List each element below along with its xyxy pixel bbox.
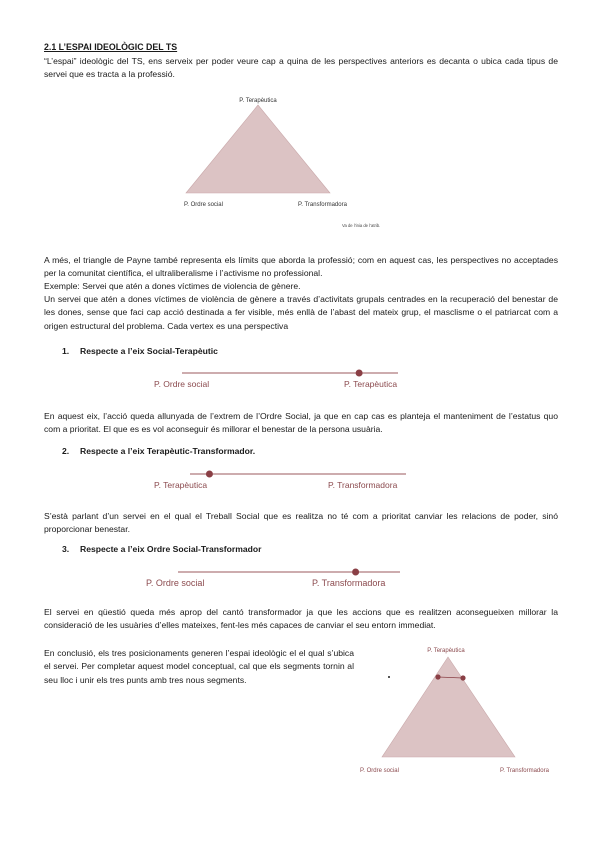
axis3-marker — [352, 569, 359, 576]
axis2-left-label: P. Terapèutica — [154, 480, 208, 490]
axis1-marker — [356, 370, 363, 377]
axis1-diagram — [140, 365, 440, 393]
triangle-left-label: P. Ordre social — [184, 202, 223, 208]
axis3-diagram — [140, 564, 440, 594]
axis2-diagram — [140, 467, 440, 495]
triangle-top-label: P. Terapèutica — [239, 98, 277, 104]
triangle2-point-right — [460, 675, 465, 680]
triangle2-left-label: P. Ordre social — [360, 768, 399, 774]
axis1-heading — [62, 346, 218, 356]
axis3-right-label: P. Transformadora — [312, 578, 386, 588]
axis2-title: Respecte a l’eix Terapèutic-Transformador. — [80, 446, 256, 456]
axis2-right-label: P. Transformadora — [328, 480, 398, 490]
triangle2-right-label: P. Transformadora — [500, 768, 549, 774]
triangle-right-label: P. Transformadora — [298, 202, 347, 208]
axis2-number: 2. — [62, 446, 70, 456]
section-title: 2.1 L’ESPAI IDEOLÒGIC DEL TS — [44, 42, 178, 52]
axis3-title: Respecte a l’eix Ordre Social-Transformador — [80, 544, 262, 554]
axis1-paragraph: En aquest eix, l’acció queda allunyada de l’extrem de l’Ordre Social, ja que en cap cas es planteja el manteniment de l’estatus quo com a prioritat. El que es es vol aconseguir és millorar el benestar de la persona usuària. — [44, 411, 558, 435]
axis3-paragraph: El servei en qüestió queda més aprop del cantó transformador ja que les accions que es realitzen aconsegueixen millorar la consideració de les usuàries d’elles mateixes, fent-les més capaces de canviar el seu entorn immediat. — [44, 607, 558, 631]
triangle2-shape — [382, 657, 515, 757]
axis1-number: 1. — [62, 346, 70, 356]
axis3-heading — [62, 544, 262, 554]
triangle-shape — [186, 105, 330, 193]
axis2-marker — [206, 471, 213, 478]
intro-paragraph: “L’espai” ideològic del TS, ens serveix per poder veure cap a quina de les perspectives anteriors es decanta o ubica cada tipus de servei que es tracta a la professió. — [44, 56, 558, 80]
axis3-number: 3. — [62, 544, 70, 554]
axis3-left-label: P. Ordre social — [146, 578, 205, 588]
axis1-right-label: P. Terapèutica — [344, 379, 398, 389]
triangle2-point-left — [435, 674, 440, 679]
axis1-title: Respecte a l’eix Social-Terapèutic — [80, 346, 218, 356]
service-paragraph: Un servei que atén a dones víctimes de violència de gènere a través d’activitats grupals centrades en la recuperació del benestar de les dones, sense que faci cap acció destinada a fer visible, més enllà de l’abast del mateix grup, el masclisme o el patriarcat com a origen estructural del problema. Cada vertex es una perspectiva — [44, 294, 558, 331]
triangle-caption: Va de l’inia de l’atrib. — [342, 223, 381, 228]
payne-triangle — [170, 92, 410, 232]
conclusion-paragraph: En conclusió, els tres posicionaments generen l’espai ideològic el el qual s’ubica el servei. Per completar aquest model conceptual, cal que els segments tornin al seu lloc i unir els tres punts amb tres nous segments. — [44, 648, 354, 685]
payne-paragraph: A més, el triangle de Payne també representa els límits que aborda la professió; com en aquest cas, les perspectives no acceptades per la comunitat científica, el ultraliberalisme i l’activisme no professional. — [44, 255, 558, 279]
example-line: Exemple: Servei que atén a dones víctimes de violencia de gènere. — [44, 281, 301, 291]
axis1-left-label: P. Ordre social — [154, 379, 210, 389]
ideological-space-triangle — [340, 640, 580, 780]
axis2-paragraph: S’està parlant d’un servei en el qual el Treball Social que es realitza no té com a prioritat canviar les relacions de poder, sinó proporcionar benestar. — [44, 511, 558, 535]
triangle2-top-label: P. Terapèutica — [427, 648, 465, 654]
axis2-heading — [62, 446, 255, 456]
